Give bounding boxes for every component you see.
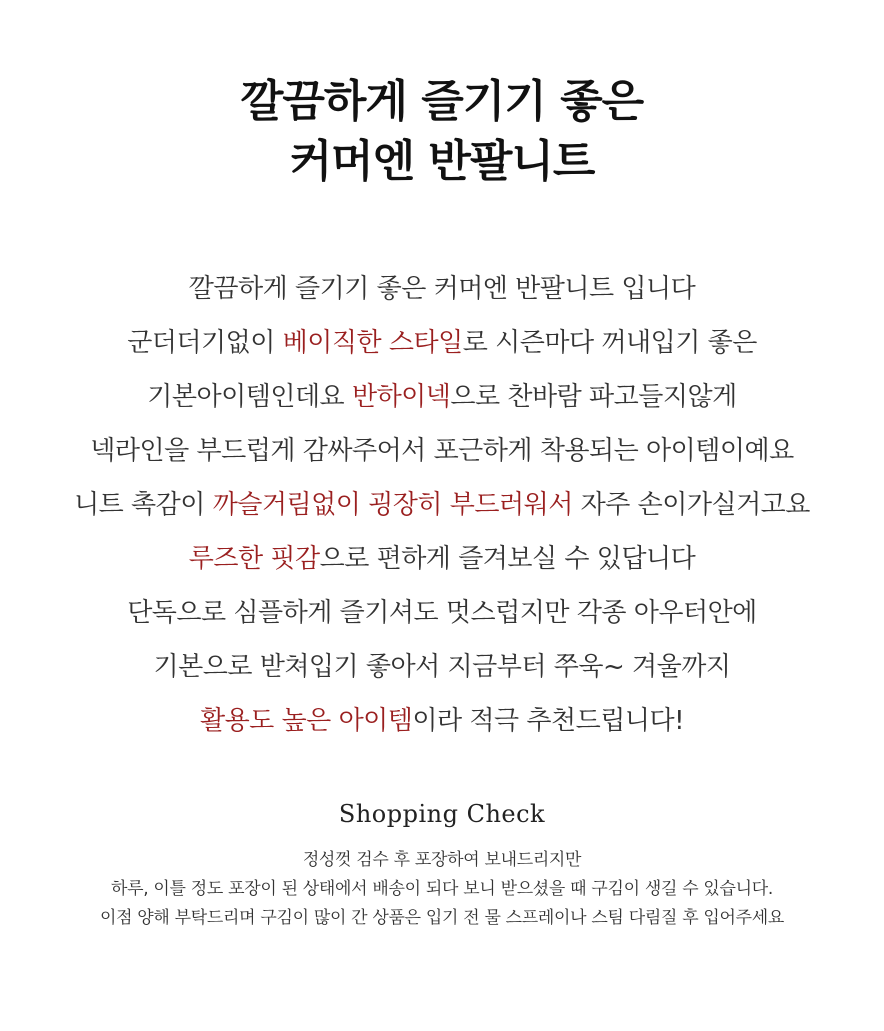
body-text: 단독으로 심플하게 즐기셔도 멋스럽지만 각종 아우터안에	[127, 598, 757, 628]
shopping-check-line: 하루, 이틀 정도 포장이 된 상태에서 배송이 되다 보니 받으셨을 때 구김이 생길 수 있습니다.	[110, 879, 774, 899]
body-text: 니트 촉감이	[74, 490, 213, 520]
body-text: 깔끔하게 즐기기 좋은 커머엔 반팔니트 입니다	[188, 274, 696, 304]
highlight-text: 활용도 높은 아이템	[199, 706, 413, 736]
body-text: 군더더기없이	[127, 328, 283, 358]
shopping-check-line: 이점 양해 부탁드리며 구김이 많이 간 상품은 입기 전 물 스프레이나 스팀 다림질 후 입어주세요	[99, 908, 785, 928]
body-text: 기본으로 받쳐입기 좋아서 지금부터 쭈욱~ 겨울까지	[153, 652, 731, 682]
description-line	[0, 694, 884, 748]
highlight-text: 까슬거림없이 굉장히 부드러워서	[212, 490, 573, 520]
shopping-check-notice	[0, 846, 884, 933]
description-line	[0, 316, 884, 370]
highlight-text: 반하이넥	[351, 382, 451, 412]
headline-line-1: 깔끔하게 즐기기 좋은	[240, 76, 644, 127]
body-text: 으로 편하게 즐겨보실 수 있답니다	[319, 544, 696, 574]
description-line	[0, 424, 884, 478]
description-line	[0, 586, 884, 640]
description-line	[0, 262, 884, 316]
headline-line-2: 커머엔 반팔니트	[289, 136, 595, 187]
body-text: 로 시즌마다 꺼내입기 좋은	[462, 328, 757, 358]
body-text: 이라 적극 추천드립니다!	[412, 706, 685, 736]
body-text: 넥라인을 부드럽게 감싸주어서 포근하게 착용되는 아이템이예요	[90, 436, 794, 466]
description-line	[0, 532, 884, 586]
headline	[0, 72, 884, 192]
description-line	[0, 478, 884, 532]
shopping-check-title: Shopping Check	[338, 800, 546, 828]
product-description	[0, 262, 884, 748]
description-line	[0, 640, 884, 694]
shopping-check-line: 정성껏 검수 후 포장하여 보내드리지만	[302, 850, 582, 870]
body-text: 기본아이템인데요	[147, 382, 352, 412]
highlight-text: 루즈한 핏감	[188, 544, 320, 574]
body-text: 자주 손이가실거고요	[572, 490, 810, 520]
body-text: 으로 찬바람 파고들지않게	[450, 382, 737, 412]
description-line	[0, 370, 884, 424]
highlight-text: 베이직한 스타일	[282, 328, 463, 358]
